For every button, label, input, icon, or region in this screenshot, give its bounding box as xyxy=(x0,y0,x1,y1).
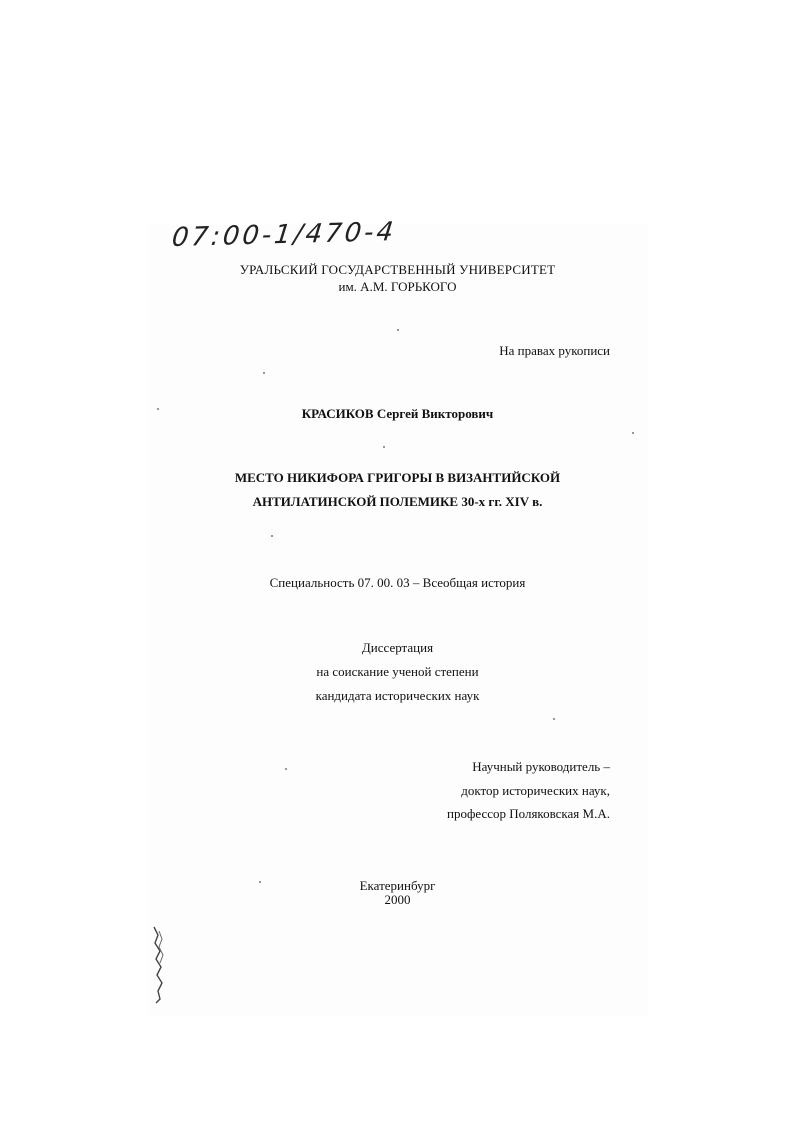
author-name: КРАСИКОВ Сергей Викторович xyxy=(301,406,494,421)
degree-name-line: кандидата исторических наук xyxy=(315,688,480,703)
university-name: УРАЛЬСКИЙ ГОСУДАРСТВЕННЫЙ УНИВЕРСИТЕТ xyxy=(239,262,556,277)
scan-speck xyxy=(263,372,265,374)
manuscript-rights-note: На правах рукописи xyxy=(499,343,610,358)
scan-speck xyxy=(157,408,159,410)
supervisor-degree: доктор исторических наук, xyxy=(461,783,610,798)
supervisor-label: Научный руководитель – xyxy=(472,759,610,774)
publication-year: 2000 xyxy=(384,892,411,907)
dissertation-title-line-1: МЕСТО НИКИФОРА ГРИГОРЫ В ВИЗАНТИЙСКОЙ xyxy=(234,470,561,485)
degree-purpose-line: на соискание ученой степени xyxy=(316,664,479,679)
scan-speck xyxy=(397,329,399,331)
scan-speck xyxy=(632,432,634,434)
scan-speck xyxy=(285,768,287,770)
scan-speck xyxy=(271,535,273,537)
binding-mark-icon xyxy=(150,925,168,1005)
supervisor-name: профессор Поляковская М.А. xyxy=(446,806,610,821)
dissertation-label: Диссертация xyxy=(361,640,434,655)
dissertation-title-line-2: АНТИЛАТИНСКОЙ ПОЛЕМИКЕ 30-х гг. XIV в. xyxy=(252,494,543,509)
scan-speck xyxy=(259,881,261,883)
university-named-after: им. А.М. ГОРЬКОГО xyxy=(338,279,457,294)
handwritten-catalog-code: 07:00-1/470-4 xyxy=(170,217,398,253)
specialty-line: Специальность 07. 00. 03 – Всеобщая история xyxy=(269,575,526,590)
city-name: Екатеринбург xyxy=(359,878,436,893)
scan-speck xyxy=(383,446,385,448)
scan-speck xyxy=(553,718,555,720)
